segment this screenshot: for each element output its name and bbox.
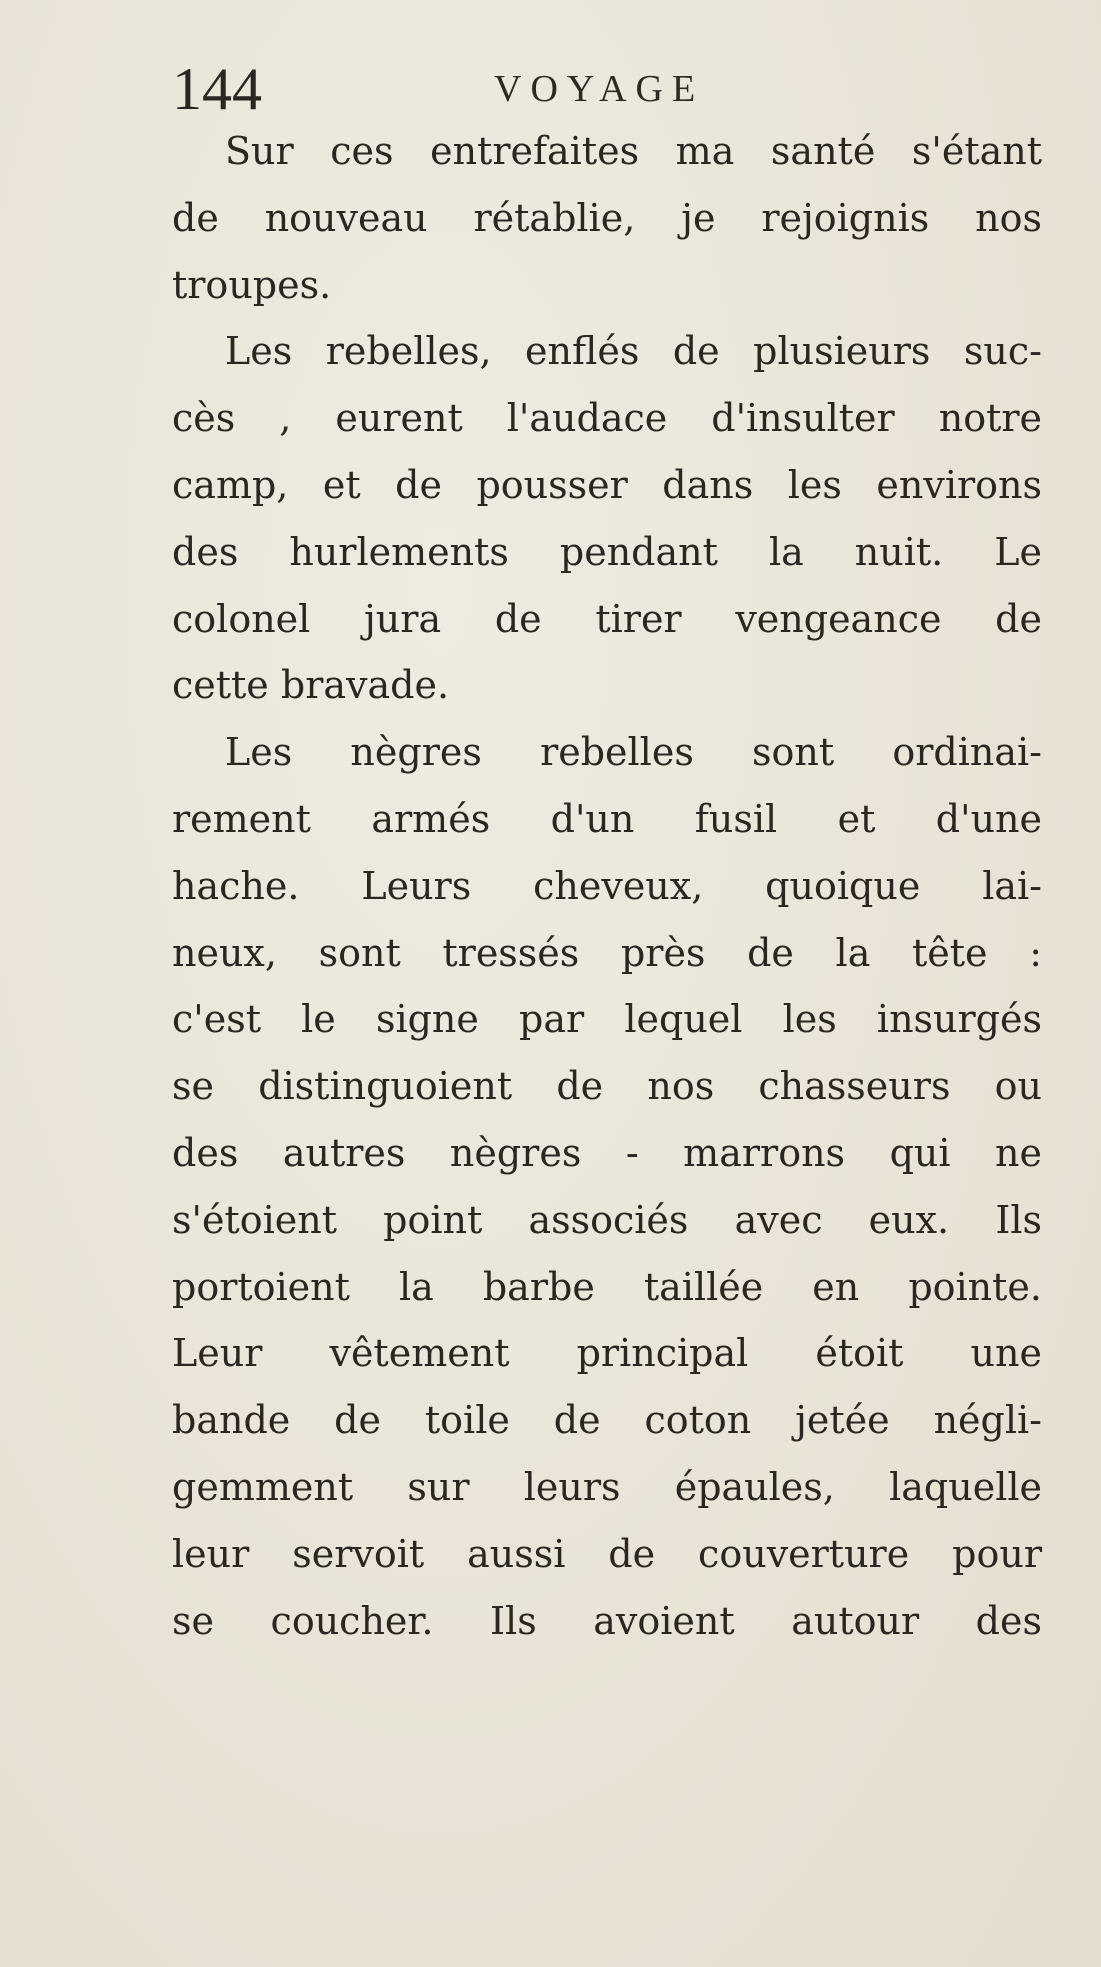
text-line: Leur vêtement principal étoit une — [172, 1331, 1042, 1376]
text-line: leur servoit aussi de couverture pour — [172, 1531, 1042, 1576]
page-number: 144 — [172, 56, 262, 122]
text-line: colonel jura de tirer vengeance de — [172, 596, 1042, 641]
body-text — [172, 118, 1042, 1654]
text-line: cette bravade. — [172, 663, 450, 708]
text-line: hache. Leurs cheveux, quoique lai- — [172, 863, 1042, 908]
text-line: neux, sont tressés près de la tête : — [172, 930, 1042, 975]
text-line: Sur ces entrefaites ma santé s'étant — [225, 129, 1042, 173]
text-line: s'étoient point associés avec eux. Ils — [172, 1197, 1042, 1242]
text-line: cès , eurent l'audace d'insulter notre — [172, 396, 1042, 441]
text-line: de nouveau rétablie, je rejoignis nos — [172, 195, 1042, 240]
text-line: rement armés d'un fusil et d'une — [172, 796, 1042, 841]
text-line: portoient la barbe taillée en pointe. — [172, 1264, 1042, 1309]
text-line: Les rebelles, enflés de plusieurs suc- — [225, 329, 1042, 374]
text-line: c'est le signe par lequel les insurgés — [172, 997, 1042, 1042]
text-line: Les nègres rebelles sont ordinai- — [225, 730, 1042, 775]
text-line: bande de toile de coton jetée négli- — [172, 1398, 1042, 1443]
running-head: VOYAGE — [494, 68, 705, 110]
text-line: camp, et de pousser dans les environs — [172, 462, 1042, 507]
page-header — [172, 52, 912, 126]
text-line: se distinguoient de nos chasseurs ou — [172, 1064, 1042, 1109]
text-line: gemment sur leurs épaules, laquelle — [172, 1464, 1042, 1509]
text-line: des autres nègres - marrons qui ne — [172, 1130, 1042, 1175]
text-line: se coucher. Ils avoient autour des — [172, 1598, 1042, 1643]
text-line: des hurlements pendant la nuit. Le — [172, 529, 1042, 574]
text-line: troupes. — [172, 262, 332, 307]
